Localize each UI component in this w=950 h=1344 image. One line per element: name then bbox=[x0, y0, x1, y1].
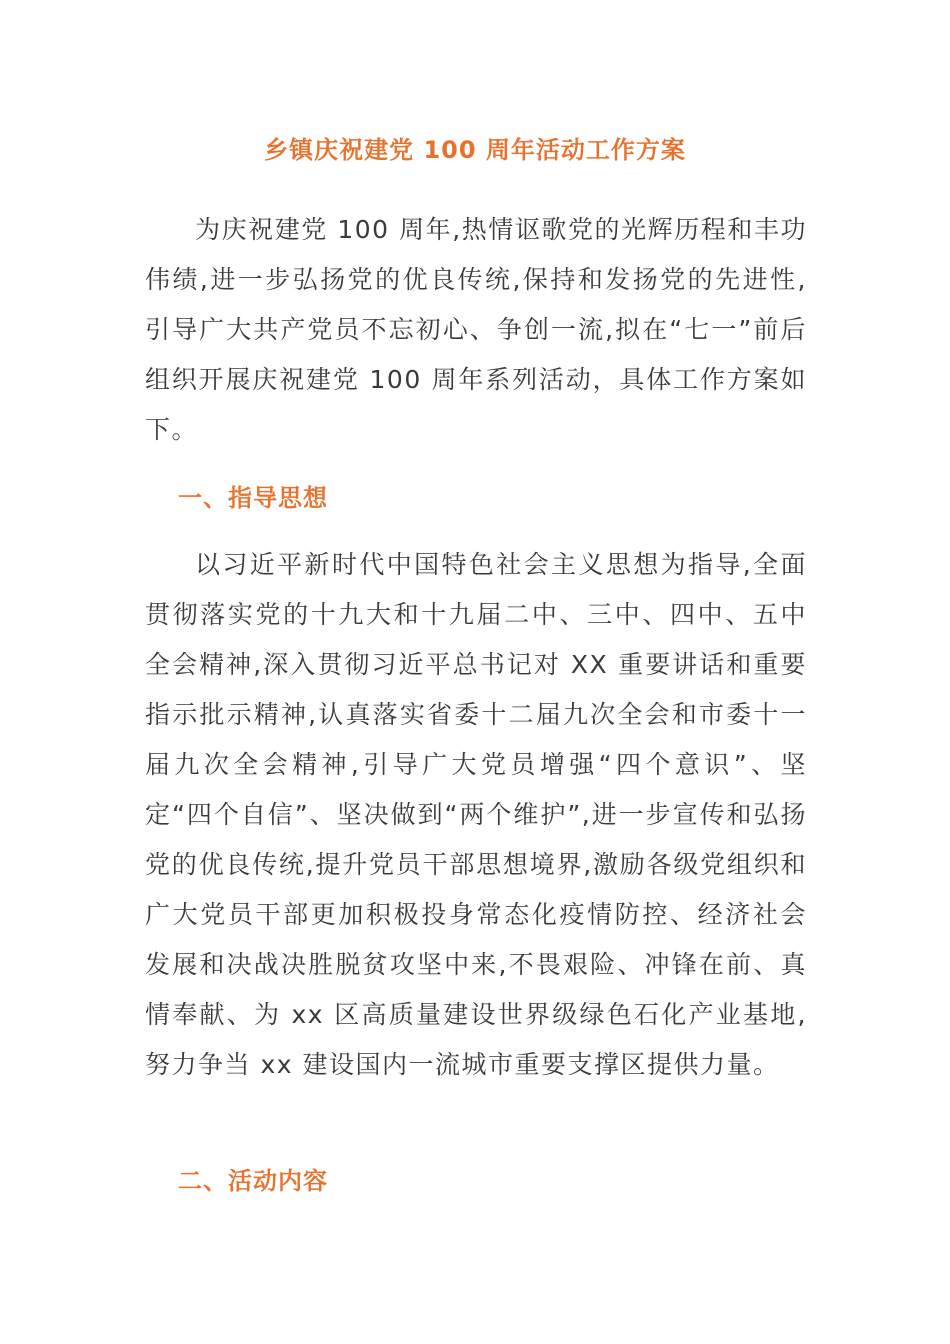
intro-paragraph: 为庆祝建党 100 周年,热情讴歌党的光辉历程和丰功伟绩,进一步弘扬党的优良传统,保持和发扬党的先进性,引导广大共产党员不忘初心、争创一流,拟在“七一”前后组织开展庆祝建党 100 周年系列活动，具体工作方案如下。 bbox=[145, 215, 807, 444]
section-heading-activity-content: 二、活动内容 bbox=[178, 1167, 328, 1195]
section-body-guiding-ideology: 以习近平新时代中国特色社会主义思想为指导,全面贯彻落实党的十九大和十九届二中、三中、四中、五中全会精神,深入贯彻习近平总书记对 XX 重要讲话和重要指示批示精神,认真落实省委十二届九次全会和市委十一届九次全会精神,引导广大党员增强“四个意识”、坚定“四个自信”、坚决做到“两个维护”,进一步宣传和弘扬党的优良传统,提升党员干部思想境界,激励各级党组织和广大党员干部更加积极投身常态化疫情防控、经济社会发展和决战决胜脱贫攻坚中来,不畏艰险、冲锋在前、真情奉献、为 xx 区高质量建设世界级绿色石化产业基地,努力争当 xx 建设国内一流城市重要支撑区提供力量。 bbox=[145, 550, 807, 1079]
section-heading-guiding-ideology: 一、指导思想 bbox=[178, 484, 328, 512]
document-title: 乡镇庆祝建党 100 周年活动工作方案 bbox=[264, 136, 686, 164]
